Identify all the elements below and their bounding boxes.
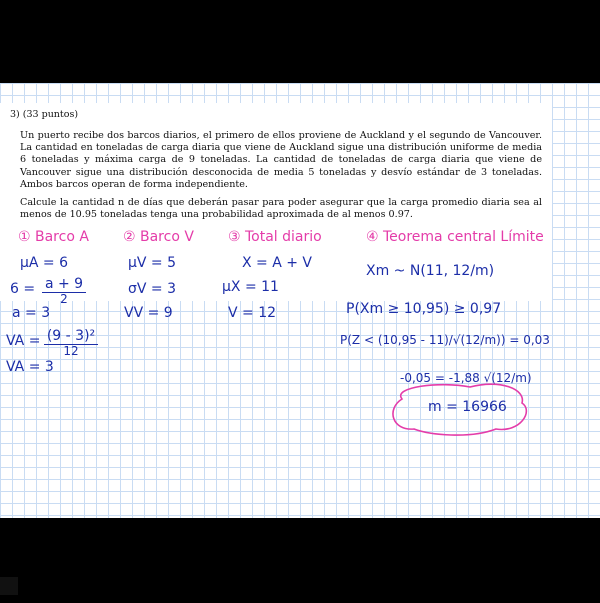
equation-solve: -0,05 = -1,88 √(12/m) — [400, 371, 532, 385]
corner-badge-icon — [0, 577, 18, 595]
heading-total-diario: ③ Total diario — [228, 229, 322, 245]
notebook-page — [0, 83, 600, 518]
mean-a: μA = 6 — [20, 255, 69, 271]
variance-a-numerator: (9 - 3)² — [44, 329, 98, 345]
problem-number: 3) — [10, 109, 20, 120]
heading-barco-v: ② Barco V — [123, 229, 194, 245]
problem-paragraph-1: Un puerto recibe dos barcos diarios, el primero de ellos proviene de Auckland y el segundo de Vancouver. La cantidad en toneladas de carga diaria que viene de Auckland sigue una distribución uniforme de media 6 toneladas y máxima carga de 9 toneladas. La cantidad de toneladas de carga diaria que viene de Vancouver sigue una distribución desconocida de media 5 toneladas y desvío estándar de 3 toneladas. Ambos barcos operan de forma independiente. — [20, 130, 542, 190]
clt-distribution: Xm ~ N(11, 12/m) — [366, 263, 495, 279]
heading-barco-a: ① Barco A — [18, 229, 89, 245]
mean-eq-denominator: 2 — [60, 292, 68, 306]
mean-total: μX = 11 — [222, 279, 279, 295]
variance-total: V = 12 — [228, 305, 277, 321]
mean-eq-lhs: 6 = — [10, 281, 36, 297]
heading-teorema-central: ④ Teorema central Límite — [366, 229, 544, 245]
mean-eq-numerator: a + 9 — [42, 277, 86, 293]
problem-points: (33 puntos) — [22, 109, 79, 120]
value-a: a = 3 — [12, 305, 51, 321]
variance-a-lhs: VA = — [6, 333, 41, 349]
mean-v: μV = 5 — [128, 255, 177, 271]
result-m: m = 16966 — [428, 399, 507, 415]
result-highlight-circle — [393, 384, 526, 435]
variance-a-denominator: 12 — [63, 344, 79, 358]
sigma-v: σV = 3 — [128, 281, 176, 297]
standardized-probability: P(Z < (10,95 - 11)/√(12/m)) = 0,03 — [340, 333, 550, 347]
variance-a-result: VA = 3 — [6, 359, 54, 375]
ink-overlay — [0, 83, 600, 518]
corner-badge — [0, 577, 18, 595]
total-def: X = A + V — [242, 255, 313, 271]
problem-paragraph-2: Calcule la cantidad n de días que deberán pasar para poder asegurar que la carga promedio diaria sea al menos de 10.95 toneladas tenga una probabilidad aproximada de al menos 0.97. — [20, 197, 542, 221]
variance-v: VV = 9 — [124, 305, 173, 321]
probability-statement: P(Xm ≥ 10,95) ≥ 0,97 — [346, 301, 502, 317]
